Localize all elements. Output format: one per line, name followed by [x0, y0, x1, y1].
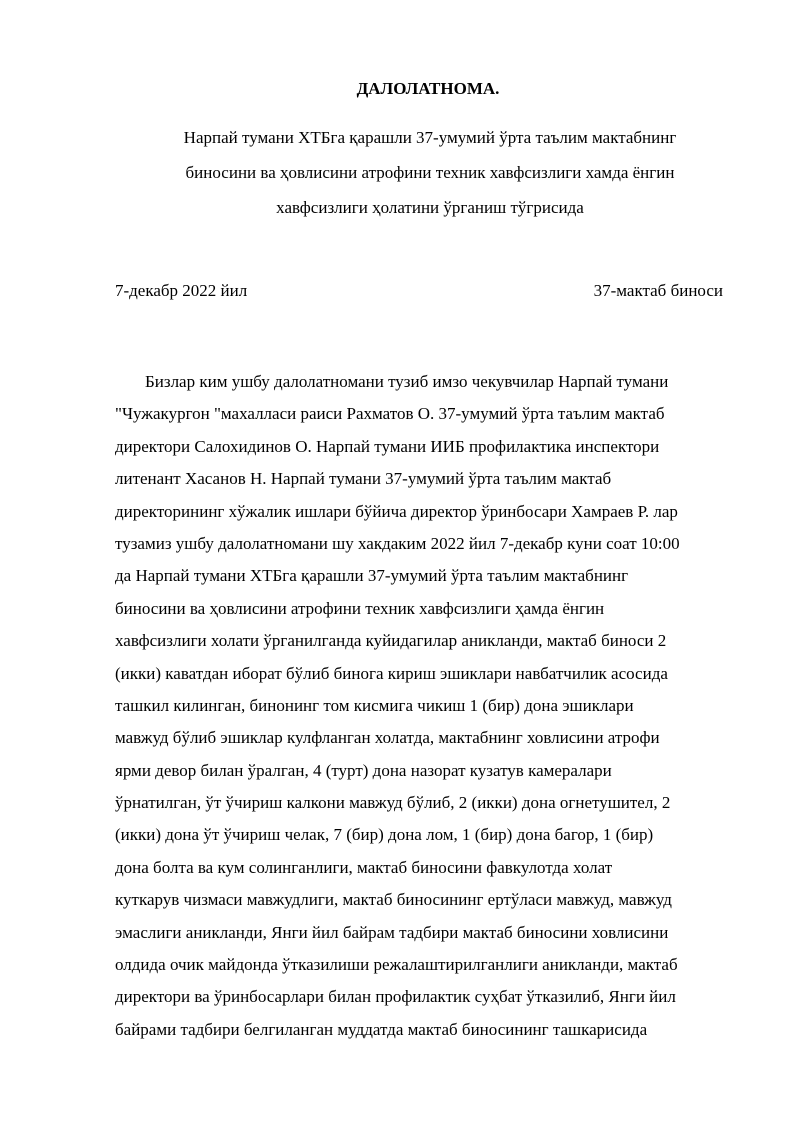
body-line: (икки) каватдан иборат бўлиб бинога кириш эшиклари навбатчилик асосида	[115, 663, 668, 683]
body-line: литенант Хасанов Н. Нарпай тумани 37-умумий ўрта таълим мактаб	[115, 469, 612, 489]
subtitle-line: хавфсизлиги ҳолатини ўрганиш тўгрисида	[276, 198, 584, 217]
body-line: мавжуд бўлиб эшиклар кулфланган холатда, мактабнинг ховлисини атрофи	[115, 728, 660, 748]
body-line: эмаслиги аникланди, Янги йил байрам тадбири мактаб биносини ховлисини	[115, 922, 669, 942]
body-line: (икки) дона ўт ўчириш челак, 7 (бир) дона лом, 1 (бир) дона багор, 1 (бир)	[115, 825, 654, 845]
body-line: тузамиз ушбу далолатномани шу хакдаким 2022 йил 7-декабр куни соат 10:00	[115, 533, 680, 553]
body-line: байрами тадбири белгиланган муддатда мактаб биносининг ташкарисида	[115, 1019, 648, 1039]
body-line: директори ва ўринбосарлари билан профилактик суҳбат ўтказилиб, Янги йил	[115, 987, 676, 1007]
body-line: олдида очик майдонда ўтказилиши режалаштирилганлиги аникланди, мактаб	[115, 955, 678, 975]
subtitle-line: биносини ва ҳовлисини атрофини техник хавфсизлиги хамда ёнгин	[185, 163, 675, 182]
subtitle-line: Нарпай тумани ХТБга қарашли 37-умумий ўрта таълим мактабнинг	[183, 128, 677, 147]
document-title: ДАЛОЛАТНОМА.	[356, 79, 500, 98]
body-line: куткарув чизмаси мавжудлиги, мактаб биносининг ертўласи мавжуд, мавжуд	[115, 890, 672, 910]
body-line: ўрнатилган, ўт ўчириш калкони мавжуд бўлиб, 2 (икки) дона огнетушител, 2	[115, 793, 671, 813]
body-line: ярми девор билан ўралган, 4 (турт) дона назорат кузатув камералари	[115, 760, 612, 780]
document-body	[115, 366, 745, 1046]
body-line: дона болта ва кум солинганлиги, мактаб биносини фавкулотда холат	[115, 857, 613, 877]
document-subtitle	[100, 120, 760, 225]
document-place: 37-мактаб биноси	[593, 281, 723, 300]
body-line: хавфсизлиги холати ўрганилганда куйидагилар аникланди, мактаб биноси 2	[115, 631, 667, 651]
body-line: директорининг хўжалик ишлари бўйича директор ўринбосари Хамраев Р. лар	[115, 501, 678, 521]
document-date: 7-декабр 2022 йил	[115, 281, 248, 300]
body-line: да Нарпай тумани ХТБга қарашли 37-умумий ўрта таълим мактабнинг	[115, 566, 629, 586]
body-line: директори Салохидинов О. Нарпай тумани ИИБ профилактика инспектори	[115, 436, 660, 456]
body-line: ташкил килинган, бинонинг том кисмига чикиш 1 (бир) дона эшиклари	[115, 695, 634, 715]
body-line: "Чужакургон "махалласи раиси Рахматов О. 37-умумий ўрта таълим мактаб	[115, 404, 665, 424]
body-line: биносини ва ҳовлисини атрофини техник хавфсизлиги ҳамда ёнгин	[115, 598, 605, 618]
body-line: Бизлар ким ушбу далолатномани тузиб имзо чекувчилар Нарпай тумани	[145, 372, 669, 391]
